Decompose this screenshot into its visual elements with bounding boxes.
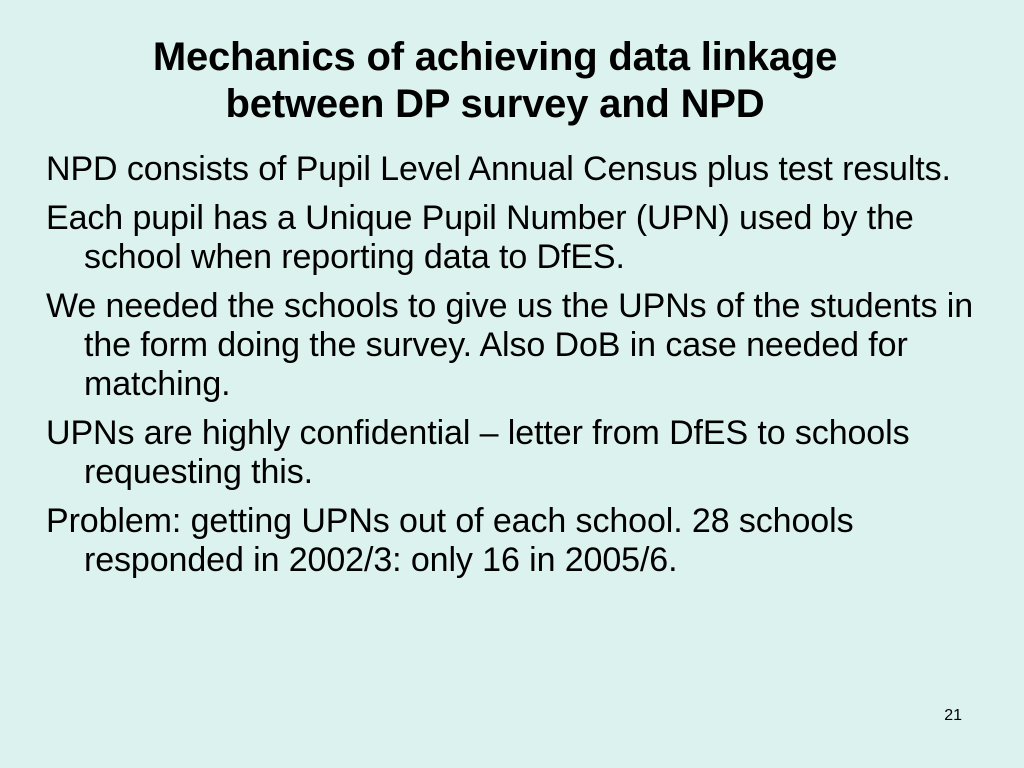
- bullet-item-problem: Problem: getting UPNs out of each school. 28 schools responded in 2002/3: only 16 in 2005/6.: [46, 502, 854, 579]
- slide-title-line-1: Mechanics of achieving data linkage: [152, 35, 838, 79]
- bullet-item-upn: Each pupil has a Unique Pupil Number (UPN) used by the school when reporting data to DfES.: [46, 199, 914, 276]
- bullet-item-confidential: UPNs are highly confidential – letter from DfES to schools requesting this.: [46, 414, 910, 491]
- slide-title: [60, 34, 930, 128]
- bullet-list: [46, 150, 986, 590]
- slide-title-line-2: between DP survey and NPD: [225, 82, 765, 126]
- slide-number: 21: [944, 707, 962, 724]
- bullet-item-npd: NPD consists of Pupil Level Annual Census plus test results.: [46, 150, 951, 188]
- bullet-item-schools: We needed the schools to give us the UPNs of the students in the form doing the survey. Also DoB in case needed for matching.: [46, 287, 974, 403]
